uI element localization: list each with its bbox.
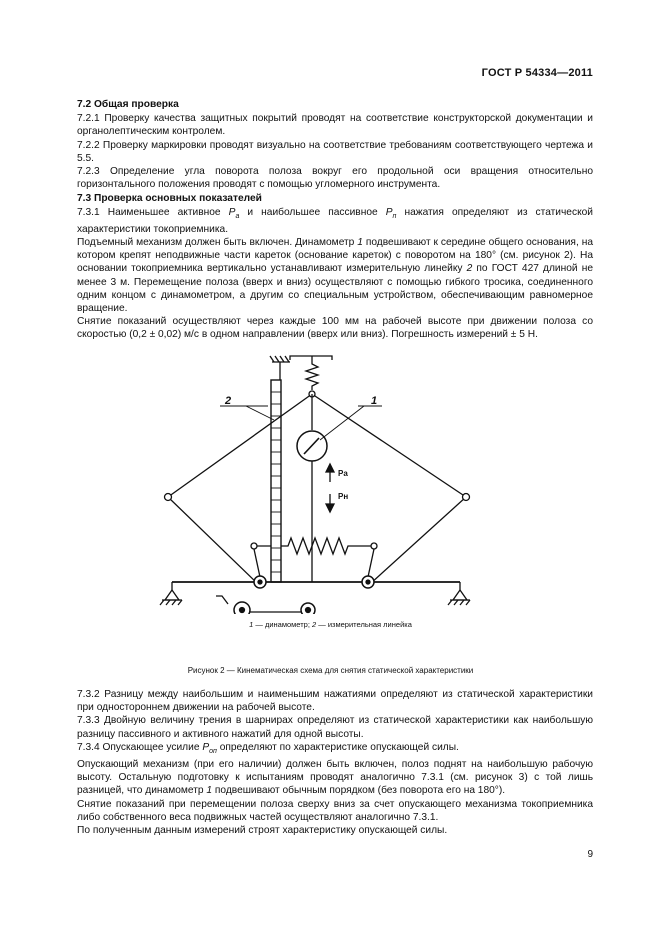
label-pn: Pн: [338, 492, 349, 501]
paragraph-lowering-mechanism: Опускающий механизм (при его наличии) должен быть включен, полоз поднят на наибольшую рабочую высоту. Остальную подготовку к испытаниям проводят аналогично 7.3.1 (см. рисунок 3) с той лишь разницей, что динамометр 1 подвешивают обычным порядком (без поворота его на 180°).: [77, 759, 593, 797]
paragraph-7-3-1: 7.3.1 Наименьшее активное $P_а$ и наибольшее пассивное $P_п$ нажатия определяют из статической характеристики токоприемника.: [77, 206, 593, 235]
force-arrows: [326, 464, 334, 512]
section-7-2-title: 7.2 Общая проверка: [77, 99, 179, 110]
paragraph-7-2-1: 7.2.1 Проверку качества защитных покрытий проводят на соответствие конструкторской документации и органолептическим контролем.: [77, 113, 593, 138]
label-1: 1: [371, 395, 378, 407]
measuring-ruler: [271, 380, 281, 582]
paragraph-7-3-2: 7.3.2 Разницу между наибольшим и наименьшим нажатиями определяют из статической характеристики при одностороннем движении на рабочей высоте.: [77, 689, 593, 714]
ground-support-left: [160, 590, 182, 605]
pantograph-frame: [165, 391, 470, 584]
section-after-figure: [77, 688, 593, 837]
paragraph-7-2-2: 7.2.2 Проверку маркировки проводят визуально на соответствие требованиям соответствующего чертежа и 5.5.: [77, 139, 593, 164]
page-number: 9: [587, 849, 593, 860]
label-2: 2: [225, 395, 232, 407]
paragraph-7-2-3: 7.2.3 Определение угла поворота полоза вокруг его продольной оси вращения относительно горизонтального положения проводят с помощью угломерного инструмента.: [77, 166, 593, 191]
section-7-2-7-3: [77, 98, 593, 342]
section-7-3-title: 7.3 Проверка основных показателей: [77, 193, 262, 205]
label-pa: Pа: [338, 469, 348, 478]
dynamometer-dial: [297, 394, 327, 582]
base-beam: [172, 576, 460, 590]
ground-support-right: [448, 590, 470, 605]
figure-legend: 1 — динамометр; 2 — измерительная линейка: [249, 620, 412, 629]
figure-caption: Рисунок 2 — Кинематическая схема для снятия статической характеристики: [187, 666, 474, 675]
paragraph-7-3-4: 7.3.4 Опускающее усилие $P_{оп}$ определяют по характеристике опускающей силы.: [77, 741, 459, 755]
main-spring: [251, 538, 377, 577]
top-bracket: [290, 356, 332, 360]
paragraph-readings: Снятие показаний осуществляют через каждые 100 мм на рабочей высоте при движении полоза со скоростью (0,2 ± 0,02) м/с в одном направлении (вверх или вниз). Погрешность измерений ± 5 Н.: [77, 316, 593, 341]
paragraph-lowering-characteristic: По полученным данным измерений строят характеристику опускающей силы.: [77, 825, 448, 837]
dynamometer-spring: [306, 356, 318, 390]
document-header: ГОСТ Р 54334—2011: [481, 67, 593, 79]
paragraph-lift-mechanism: Подъемный механизм должен быть включен. Динамометр 1 подвешивают к середине общего основания, на котором крепят неподвижные части кареток (основание кареток) с поворотом на 180° (см. рисунок 2). На основании токоприемника вертикально устанавливают измерительную линейку 2 по ГОСТ 427 длиной не менее 3 м. Перемещение полоза (вверх и вниз) осуществляют с помощью гибкого тросика, соединенного одним концом с динамометром, а другим со специальным устройством, обеспечивающим равномерное вращение.: [77, 237, 594, 315]
paragraph-lowering-readings: Снятие показаний при перемещении полоза сверху вниз за счет опускающего механизма токоприемника либо собственного веса подвижных частей осуществляют аналогично 7.3.1.: [77, 798, 593, 823]
top-support: [270, 356, 290, 380]
kinematic-diagram: [150, 352, 490, 614]
paragraph-7-3-3: 7.3.3 Двойную величину трения в шарнирах определяют из статической характеристики как наибольшую разницу пассивного и активного нажатий для одной высоты.: [77, 715, 593, 740]
winch-device: [216, 596, 315, 614]
